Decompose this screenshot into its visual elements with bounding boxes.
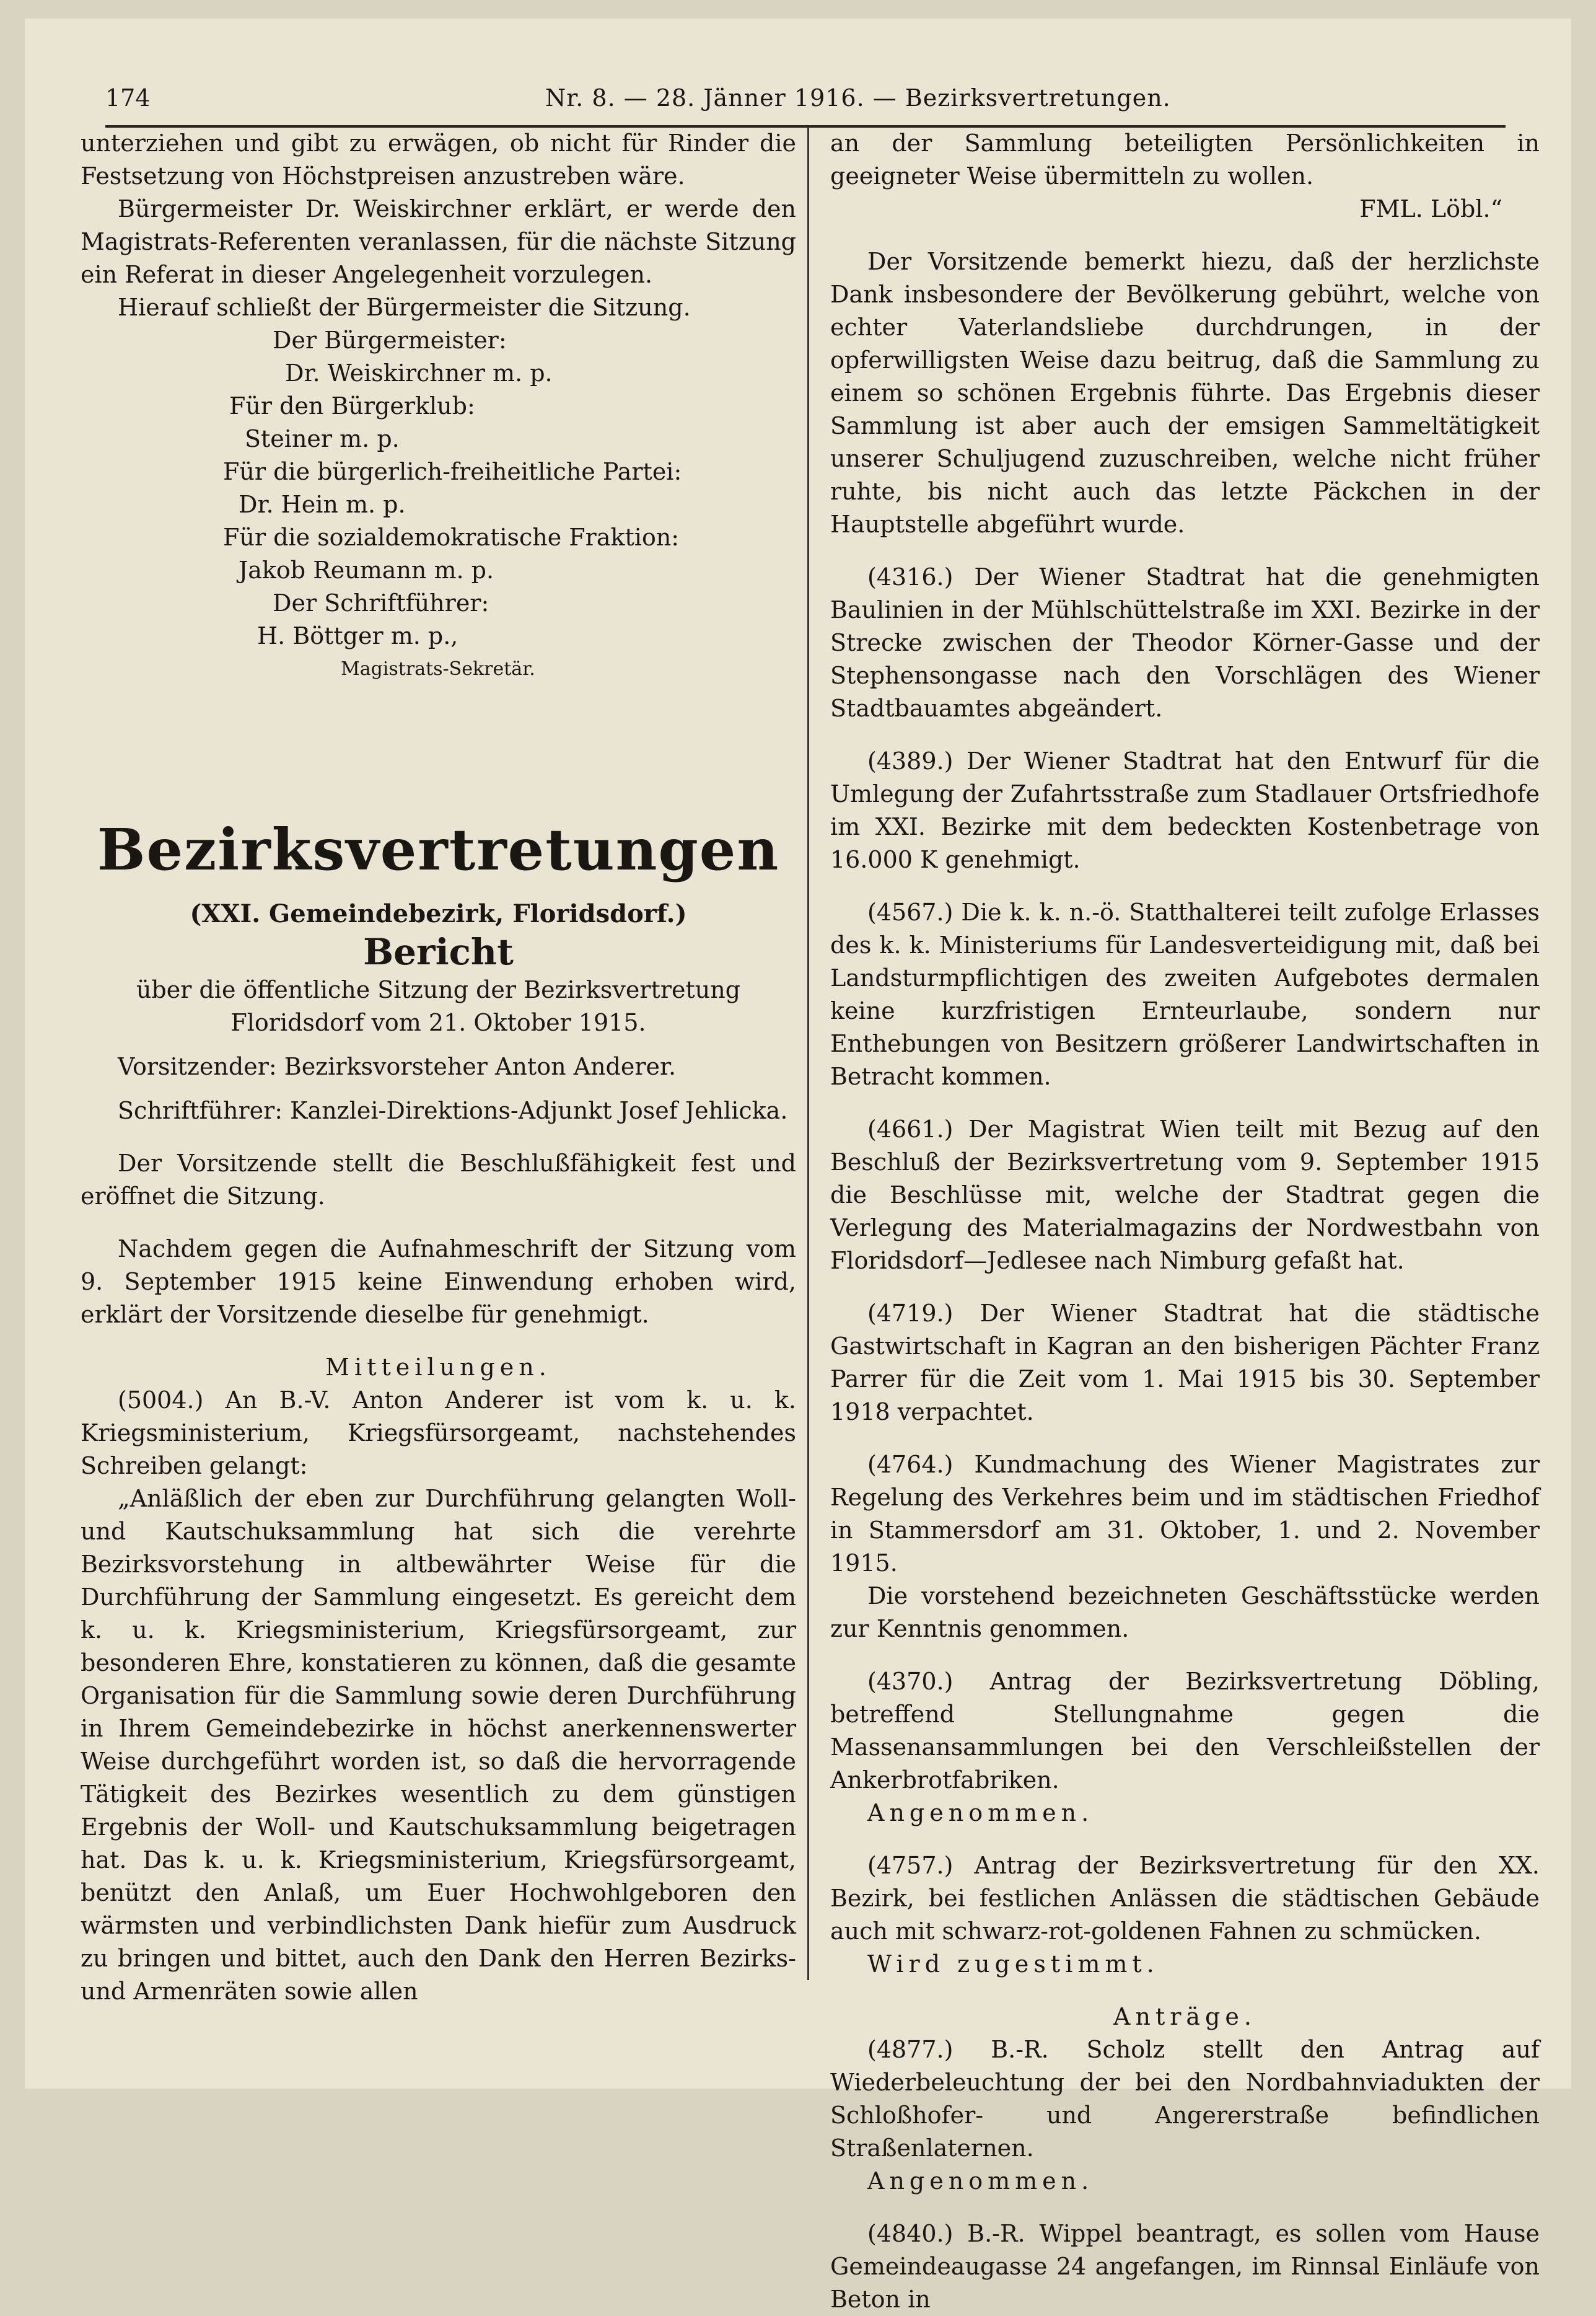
- paragraph: Bürgermeister Dr. Weiskirchner erklärt, er werde den Magistrats-Referenten veranlassen, für die nächste Sitzung ein Referat in dieser Angelegenheit vorzulegen.: [81, 195, 796, 288]
- district-subtitle: (XXI. Gemeindebezirk, Floridsdorf.): [190, 899, 687, 928]
- resolution: Angenommen.: [867, 2167, 1094, 2195]
- secretary-line: Schriftführer: Kanzlei-Direktions-Adjunkt Josef Jehlicka.: [118, 1097, 788, 1124]
- subsection-heading: Mitteilungen.: [325, 1354, 551, 1381]
- signature-line: Jakob Reumann m. p.: [239, 557, 494, 584]
- signature-line: Magistrats-Sekretär.: [341, 658, 535, 680]
- chair-line: Vorsitzender: Bezirksvorsteher Anton Anderer.: [118, 1053, 677, 1080]
- signature-line: Für die sozialdemokratische Fraktion:: [223, 524, 680, 551]
- report-subheading: über die öffentliche Sitzung der Bezirksvertretung: [136, 976, 741, 1003]
- signature-line: Dr. Hein m. p.: [239, 491, 406, 518]
- paragraph: (4764.) Kundmachung des Wiener Magistrates zur Regelung des Verkehres beim und im städtischen Friedhof in Stammersdorf am 31. Oktober, 1. und 2. November 1915.: [830, 1451, 1540, 1577]
- page-header: [105, 69, 1506, 128]
- left-column: [81, 127, 796, 2008]
- paragraph: Der Vorsitzende bemerkt hiezu, daß der herzlichste Dank insbesondere der Bevölkerung gebührt, welche von echter Vaterlandsliebe durchdrungen, in der opferwilligsten Weise dazu beitrug, daß die Sammlung zu einem so schönen Ergebnis führte. Das Ergebnis dieser Sammlung ist aber auch der emsigen Sammeltätigkeit unserer Schuljugend zuzuschreiben, welche nicht früher ruhte, bis nicht auch das letzte Päckchen in der Hauptstelle abgeführt wurde.: [830, 248, 1540, 538]
- paragraph: „Anläßlich der eben zur Durchführung gelangten Woll- und Kautschuksammlung hat sich die verehrte Bezirksvorstehung in altbewährter Weise für die Durchführung der Sammlung eingesetzt. Es gereicht dem k. u. k. Kriegsministerium, Kriegsfürsorgeamt, zur besonderen Ehre, konstatieren zu können, daß die gesamte Organisation für die Sammlung sowie deren Durchführung in Ihrem Gemeindebezirke in höchst anerkennenswerter Weise durchgeführt worden ist, so daß die hervorragende Tätigkeit des Bezirkes wesentlich zu dem günstigen Ergebnis der Woll- und Kautschuksammlung beigetragen hat. Das k. u. k. Kriegsministerium, Kriegsfürsorgeamt, benützt den Anlaß, um Euer Hochwohlgeboren den wärmsten und verbindlichsten Dank hiefür zum Ausdruck zu bringen und bittet, auch den Dank den Herren Bezirks- und Armenräten sowie allen: [81, 1485, 796, 2005]
- right-column: [830, 127, 1540, 2316]
- signature-line: Für den Bürgerklub:: [229, 392, 475, 420]
- paragraph: Die vorstehend bezeichneten Geschäftsstücke werden zur Kenntnis genommen.: [830, 1582, 1540, 1642]
- report-heading: Bericht: [363, 931, 514, 973]
- page-number: 174: [105, 84, 151, 112]
- column-divider: [807, 127, 809, 1980]
- signature-line: Für die bürgerlich-freiheitliche Partei:: [223, 458, 682, 485]
- signature-line: H. Böttger m. p.,: [257, 622, 458, 649]
- paragraph: (5004.) An B.-V. Anton Anderer ist vom k. u. k. Kriegsministerium, Kriegsfürsorgeamt, nachstehendes Schreiben gelangt:: [81, 1386, 796, 1479]
- signature-line: FML. Löbl.“: [1359, 195, 1502, 222]
- paragraph: unterziehen und gibt zu erwägen, ob nicht für Rinder die Festsetzung von Höchstpreisen anzustreben wäre.: [81, 130, 796, 190]
- paragraph: Nachdem gegen die Aufnahmeschrift der Sitzung vom 9. September 1915 keine Einwendung erhoben wird, erklärt der Vorsitzende dieselbe für genehmigt.: [81, 1235, 796, 1328]
- paragraph: (4840.) B.-R. Wippel beantragt, es sollen vom Hause Gemeindeaugasse 24 angefangen, im Rinnsal Einläufe von Beton in: [830, 2220, 1540, 2313]
- paragraph: an der Sammlung beteiligten Persönlichkeiten in geeigneter Weise übermitteln zu wollen.: [830, 130, 1540, 190]
- paragraph: (4719.) Der Wiener Stadtrat hat die städtische Gastwirtschaft in Kagran an den bisherigen Pächter Franz Parrer für die Zeit vom 1. Mai 1915 bis 30. September 1918 verpachtet.: [830, 1300, 1540, 1425]
- paragraph: (4661.) Der Magistrat Wien teilt mit Bezug auf den Beschluß der Bezirksvertretung vom 9. September 1915 die Beschlüsse mit, welche der Stadtrat gegen die Verlegung des Materialmagazins der Nordwestbahn von Floridsdorf—Jedlesee nach Nimburg gefaßt hat.: [830, 1116, 1540, 1274]
- paragraph: (4370.) Antrag der Bezirksvertretung Döbling, betreffend Stellungnahme gegen die Massenansammlungen bei den Verschleißstellen der Ankerbrotfabriken.: [830, 1668, 1540, 1794]
- resolution: Wird zugestimmt.: [867, 1950, 1159, 1978]
- subsection-heading: Anträge.: [1113, 2003, 1256, 2030]
- signature-line: Steiner m. p.: [245, 425, 400, 452]
- signature-line: Der Bürgermeister:: [273, 327, 507, 354]
- paragraph: (4877.) B.-R. Scholz stellt den Antrag auf Wiederbeleuchtung der bei den Nordbahnviadukten der Schloßhofer- und Angererstraße befindlichen Straßenlaternen.: [830, 2036, 1540, 2162]
- paragraph: (4316.) Der Wiener Stadtrat hat die genehmigten Baulinien in der Mühlschüttelstraße im XXI. Bezirke in der Strecke zwischen der Theodor Körner-Gasse und der Stephensongasse nach den Vorschlägen des Wiener Stadtbauamtes abgeändert.: [830, 563, 1540, 722]
- report-subheading: Floridsdorf vom 21. Oktober 1915.: [230, 1009, 646, 1036]
- resolution: Angenommen.: [867, 1799, 1094, 1826]
- paragraph: Der Vorsitzende stellt die Beschlußfähigkeit fest und eröffnet die Sitzung.: [81, 1150, 796, 1210]
- paragraph: Hierauf schließt der Bürgermeister die Sitzung.: [118, 294, 691, 321]
- paragraph: (4567.) Die k. k. n.-ö. Statthalterei teilt zufolge Erlasses des k. k. Ministeriums für Landesverteidigung mit, daß bei Landsturmpflichtigen des zweiten Aufgebotes dermalen keine kurzfristigen Ernteurlaube, sondern nur Enthebungen von Besitzern größerer Landwirtschaften in Betracht kommen.: [830, 899, 1540, 1090]
- paragraph: (4389.) Der Wiener Stadtrat hat den Entwurf für die Umlegung der Zufahrtsstraße zum Stadlauer Ortsfriedhofe im XXI. Bezirke mit dem bedeckten Kostenbetrage von 16.000 K genehmigt.: [830, 747, 1540, 873]
- section-title: Bezirksvertretungen: [97, 816, 780, 883]
- paragraph: (4757.) Antrag der Bezirksvertretung für den XX. Bezirk, bei festlichen Anlässen die städtischen Gebäude auch mit schwarz-rot-goldenen Fahnen zu schmücken.: [830, 1852, 1540, 1945]
- running-title: Nr. 8. — 28. Jänner 1916. — Bezirksvertretungen.: [545, 84, 1171, 112]
- signature-line: Dr. Weiskirchner m. p.: [285, 359, 553, 387]
- signature-line: Der Schriftführer:: [273, 589, 489, 617]
